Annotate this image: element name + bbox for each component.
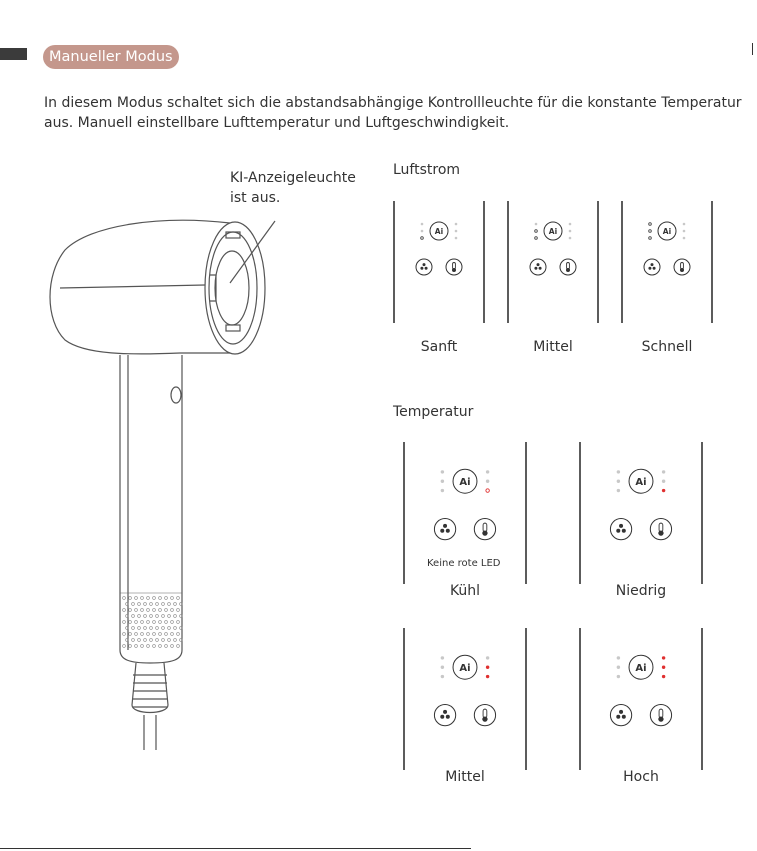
temperature-caption: Kühl — [449, 583, 481, 599]
temperature-led — [486, 470, 489, 473]
temperature-led — [486, 666, 489, 669]
fan-icon — [644, 259, 660, 275]
thermometer-icon — [474, 518, 495, 539]
thermometer-icon — [474, 704, 495, 725]
ai-button-label: Ai — [459, 662, 471, 674]
temperature-panel-1 — [579, 442, 703, 584]
airflow-led — [649, 223, 652, 226]
temperature-caption: Hoch — [623, 769, 659, 785]
ai-button-label: Ai — [459, 476, 471, 488]
airflow-led — [441, 489, 444, 492]
mode-badge: Manueller Modus — [43, 45, 179, 69]
temperature-panel-2 — [403, 628, 527, 770]
airflow-panel-0 — [393, 201, 485, 323]
airflow-led — [441, 656, 444, 659]
temperature-led — [683, 223, 686, 226]
temperature-led — [662, 480, 665, 483]
fan-icon — [416, 259, 432, 275]
airflow-led — [649, 237, 652, 240]
temperature-led — [486, 480, 489, 483]
airflow-led — [617, 489, 620, 492]
temperature-led — [662, 675, 665, 678]
temperature-led — [486, 675, 489, 678]
temperature-led — [569, 230, 572, 233]
thermometer-icon — [446, 259, 462, 275]
hair-dryer-illustration — [40, 205, 280, 765]
airflow-led — [617, 675, 620, 678]
airflow-led — [421, 230, 424, 233]
airflow-led — [421, 237, 424, 240]
airflow-led — [441, 470, 444, 473]
airflow-led — [421, 223, 424, 226]
temperature-led — [455, 237, 458, 240]
temperature-led — [662, 656, 665, 659]
temperature-caption: Mittel — [445, 769, 485, 785]
no-red-led-note: Keine rote LED — [427, 558, 501, 569]
airflow-title: Luftstrom — [393, 162, 461, 178]
bottom-rule — [0, 848, 471, 849]
fan-icon — [434, 518, 455, 539]
ai-indicator-callout — [230, 168, 356, 208]
thermometer-icon — [674, 259, 690, 275]
temperature-led — [683, 237, 686, 240]
airflow-led — [441, 666, 444, 669]
airflow-caption: Schnell — [641, 339, 693, 355]
airflow-led — [535, 237, 538, 240]
temperature-led — [683, 230, 686, 233]
fan-icon — [530, 259, 546, 275]
temperature-led — [486, 656, 489, 659]
temperature-led — [569, 237, 572, 240]
airflow-led — [441, 675, 444, 678]
fan-icon — [610, 518, 631, 539]
thermometer-icon — [650, 704, 671, 725]
airflow-led — [617, 656, 620, 659]
airflow-caption: Mittel — [533, 339, 573, 355]
airflow-caption: Sanft — [420, 339, 458, 355]
fan-icon — [610, 704, 631, 725]
airflow-led — [617, 480, 620, 483]
intro-text: In diesem Modus schaltet sich die abstandsabhängige Kontrollleuchte für die konstante Temperatur aus. Manuell einstellbare Lufttemperatur und Luftgeschwindigkeit. — [44, 95, 742, 131]
temperature-title: Temperatur — [393, 404, 474, 420]
thermometer-icon — [560, 259, 576, 275]
airflow-led — [617, 470, 620, 473]
airflow-led — [617, 666, 620, 669]
temperature-led — [486, 489, 489, 492]
airflow-led — [535, 223, 538, 226]
airflow-led — [649, 230, 652, 233]
ai-button-label: Ai — [635, 662, 647, 674]
ai-button-label: Ai — [434, 226, 444, 236]
airflow-panel-1 — [507, 201, 599, 323]
ai-button-label: Ai — [635, 476, 647, 488]
airflow-panel-2 — [621, 201, 713, 323]
temperature-led — [455, 223, 458, 226]
airflow-led — [535, 230, 538, 233]
fan-icon — [434, 704, 455, 725]
airflow-led — [441, 480, 444, 483]
callout-line-2: ist aus. — [230, 190, 281, 206]
page-edge-tick — [752, 43, 753, 55]
page-edge-marker — [0, 48, 27, 60]
temperature-caption: Niedrig — [615, 583, 667, 599]
thermometer-icon — [650, 518, 671, 539]
temperature-led — [662, 666, 665, 669]
temperature-led — [662, 489, 665, 492]
ai-button-label: Ai — [548, 226, 558, 236]
temperature-panel-3 — [579, 628, 703, 770]
callout-line-1: KI-Anzeigeleuchte — [230, 170, 356, 186]
temperature-led — [455, 230, 458, 233]
temperature-led — [569, 223, 572, 226]
temperature-led — [662, 470, 665, 473]
ai-button-label: Ai — [662, 226, 672, 236]
